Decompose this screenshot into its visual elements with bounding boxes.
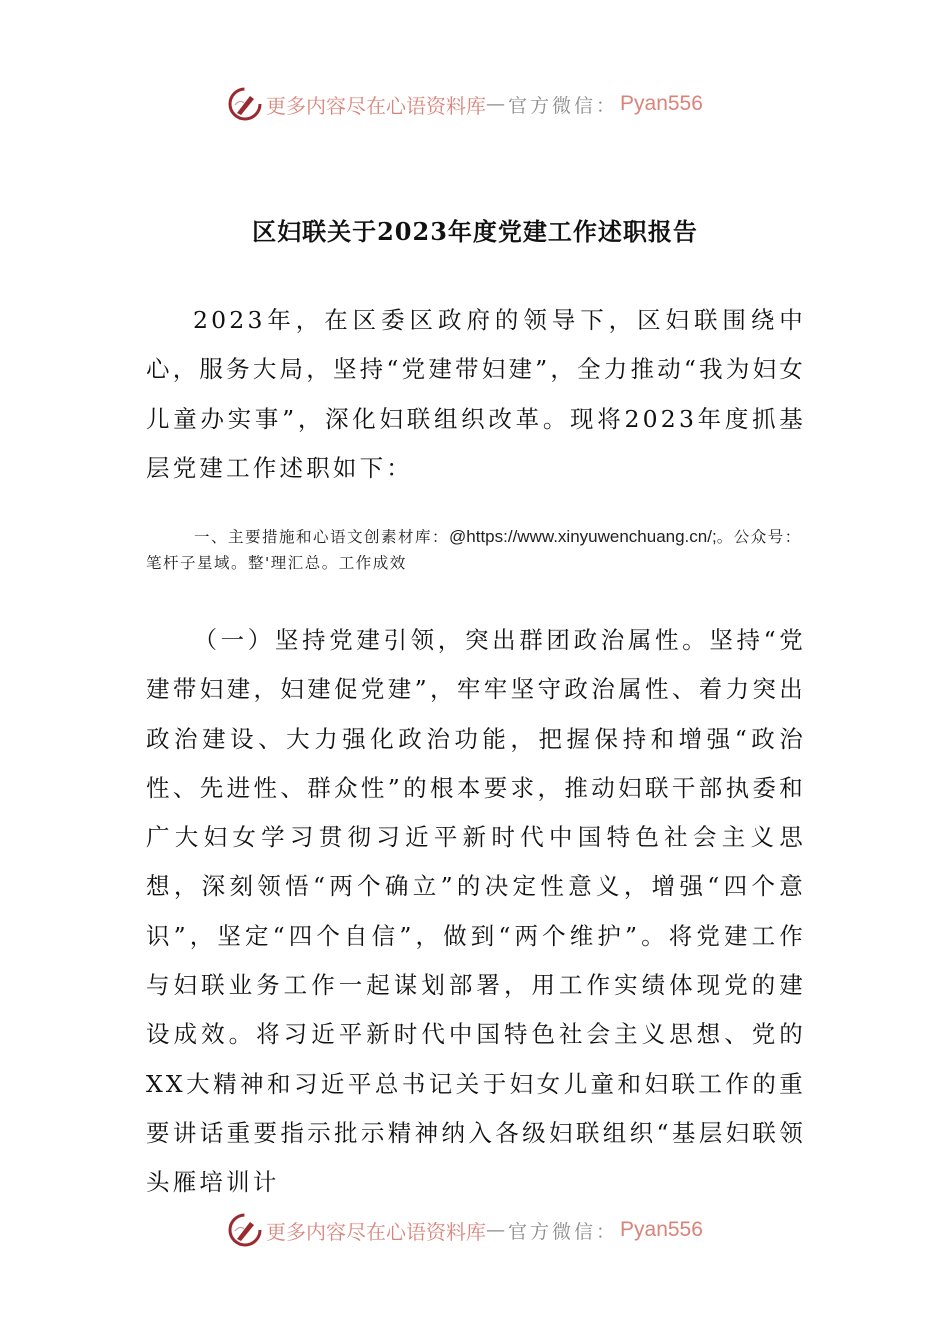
body-paragraph-1	[146, 616, 806, 1208]
intro-paragraph-text: 2023年，在区委区政府的领导下，区妇联围绕中心，服务大局，坚持“党建带妇建”，全力推动“我为妇女儿童办实事”，深化妇联组织改革。现将2023年度抓基层党建工作述职如下：	[146, 306, 806, 482]
document-title: 区妇联关于2023年度党建工作述职报告	[252, 217, 698, 246]
section-heading-part2: 。公众号：笔杆子星域。整'理汇总。工作成效	[146, 528, 802, 572]
quill-pen-logo-icon	[228, 1213, 262, 1247]
watermark-dash: —	[486, 1219, 508, 1241]
quill-pen-logo-icon	[228, 87, 262, 121]
watermark-main-text: 更多内容尽在心语资料库	[266, 93, 486, 118]
section-heading-part1: 一、主要措施和心语文创素材库：	[194, 528, 450, 546]
intro-paragraph	[146, 296, 806, 493]
watermark-banner-top	[228, 86, 728, 122]
watermark-wechat-id: Pyan556	[620, 1218, 703, 1241]
watermark-label: 官方微信：	[508, 1220, 619, 1243]
watermark-main-text: 更多内容尽在心语资料库	[266, 1219, 486, 1244]
source-url: @https://www.xinyuwenchuang.cn/;	[449, 527, 717, 546]
body-paragraph-1-text: （一）坚持党建引领，突出群团政治属性。坚持“党建带妇建，妇建促党建”，牢牢坚守政治属性、着力突出政治建设、大力强化政治功能，把握保持和增强“政治性、先进性、群众性”的根本要求，推动妇联干部执委和广大妇女学习贯彻习近平新时代中国特色社会主义思想，深刻领悟“两个确立”的决定性意义，增强“四个意识”，坚定“四个自信”，做到“两个维护”。将党建工作与妇联业务工作一起谋划部署，用工作实绩体现党的建设成效。将习近平新时代中国特色社会主义思想、党的XX大精神和习近平总书记关于妇女儿童和妇联工作的重要讲话重要指示批示精神纳入各级妇联组织“基层妇联领头雁培训计	[146, 626, 806, 1197]
watermark-banner-bottom	[228, 1212, 728, 1248]
section-heading	[146, 524, 806, 576]
watermark-dash: —	[486, 93, 508, 115]
watermark-label: 官方微信：	[508, 94, 619, 117]
watermark-wechat-id: Pyan556	[620, 92, 703, 115]
